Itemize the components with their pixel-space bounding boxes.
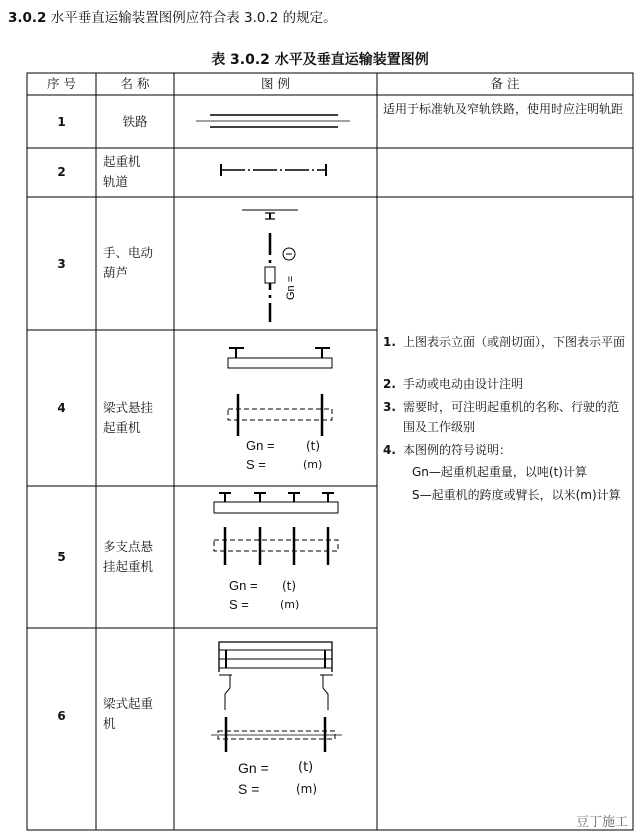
note-num-3: 3. bbox=[383, 400, 396, 414]
hoist-symbol bbox=[242, 210, 298, 322]
note-2: 手动或电动由设计注明 bbox=[403, 377, 524, 391]
row-name-6: 梁式起重 机 bbox=[103, 696, 154, 731]
header-no: 序 号 bbox=[47, 76, 76, 91]
row-name-2: 起重机 轨道 bbox=[103, 154, 141, 189]
beam-crane-symbol bbox=[211, 642, 342, 752]
row-no-4: 4 bbox=[57, 401, 66, 415]
row-name-3: 手、电动 葫芦 bbox=[103, 245, 154, 280]
table-caption: 表 3.0.2 水平及垂直运输装置图例 bbox=[211, 52, 429, 68]
row5-s: S = bbox=[229, 597, 249, 612]
row4-s: S = bbox=[246, 457, 266, 472]
row6-unit-t: (t) bbox=[298, 760, 314, 775]
row-no-6: 6 bbox=[57, 709, 66, 723]
note-num-2: 2. bbox=[383, 377, 396, 391]
note-sub-gn: Gn—起重机起重量，以吨(t)计算 bbox=[412, 465, 587, 479]
crane-track-symbol bbox=[221, 164, 326, 176]
row-no-2: 2 bbox=[57, 165, 66, 179]
row4-gn: Gn = bbox=[246, 438, 275, 453]
hoist-gn-label: Gn = bbox=[285, 275, 297, 300]
row6-unit-m: (m) bbox=[296, 782, 318, 796]
note-3: 需要时，可注明起重机的名称、行驶的范围及工作级别 bbox=[403, 400, 620, 434]
note-4: 本图例的符号说明： bbox=[403, 443, 512, 457]
row5-unit-t: (t) bbox=[282, 579, 297, 593]
row-name-1: 铁路 bbox=[122, 114, 148, 129]
note-sub-s: S—起重机的跨度或臂长，以米(m)计算 bbox=[412, 488, 621, 502]
railway-symbol bbox=[196, 115, 350, 127]
header-symbol: 图 例 bbox=[261, 76, 290, 91]
row6-s: S = bbox=[238, 781, 260, 797]
row-no-5: 5 bbox=[57, 550, 66, 564]
row5-gn: Gn = bbox=[229, 578, 258, 593]
row-name-5: 多支点悬 挂起重机 bbox=[103, 539, 154, 574]
row4-unit-t: (t) bbox=[306, 439, 321, 453]
row-no-1: 1 bbox=[57, 115, 66, 129]
header-name: 名 称 bbox=[120, 76, 150, 91]
row5-unit-m: (m) bbox=[280, 598, 300, 611]
clause-number: 3.0.2 bbox=[8, 10, 47, 26]
multi-support-crane-symbol bbox=[214, 493, 338, 565]
note-row-1: 适用于标准轨及窄轨铁路，使用时应注明轨距 bbox=[383, 102, 624, 116]
note-1: 上图表示立面（或剖切面），下图表示平面 bbox=[403, 335, 626, 349]
intro-text: 水平垂直运输装置图例应符合表 3.0.2 的规定。 bbox=[50, 10, 337, 26]
note-num-4: 4. bbox=[383, 443, 396, 457]
row6-gn: Gn = bbox=[238, 760, 269, 776]
watermark: 豆丁施工 bbox=[575, 815, 628, 830]
note-num-1: 1. bbox=[383, 335, 396, 349]
header-notes: 备 注 bbox=[490, 76, 520, 91]
row-no-3: 3 bbox=[57, 257, 66, 271]
beam-suspension-crane-symbol bbox=[228, 348, 332, 436]
row4-unit-m: (m) bbox=[303, 458, 323, 471]
row-name-4: 梁式悬挂 起重机 bbox=[103, 400, 154, 435]
